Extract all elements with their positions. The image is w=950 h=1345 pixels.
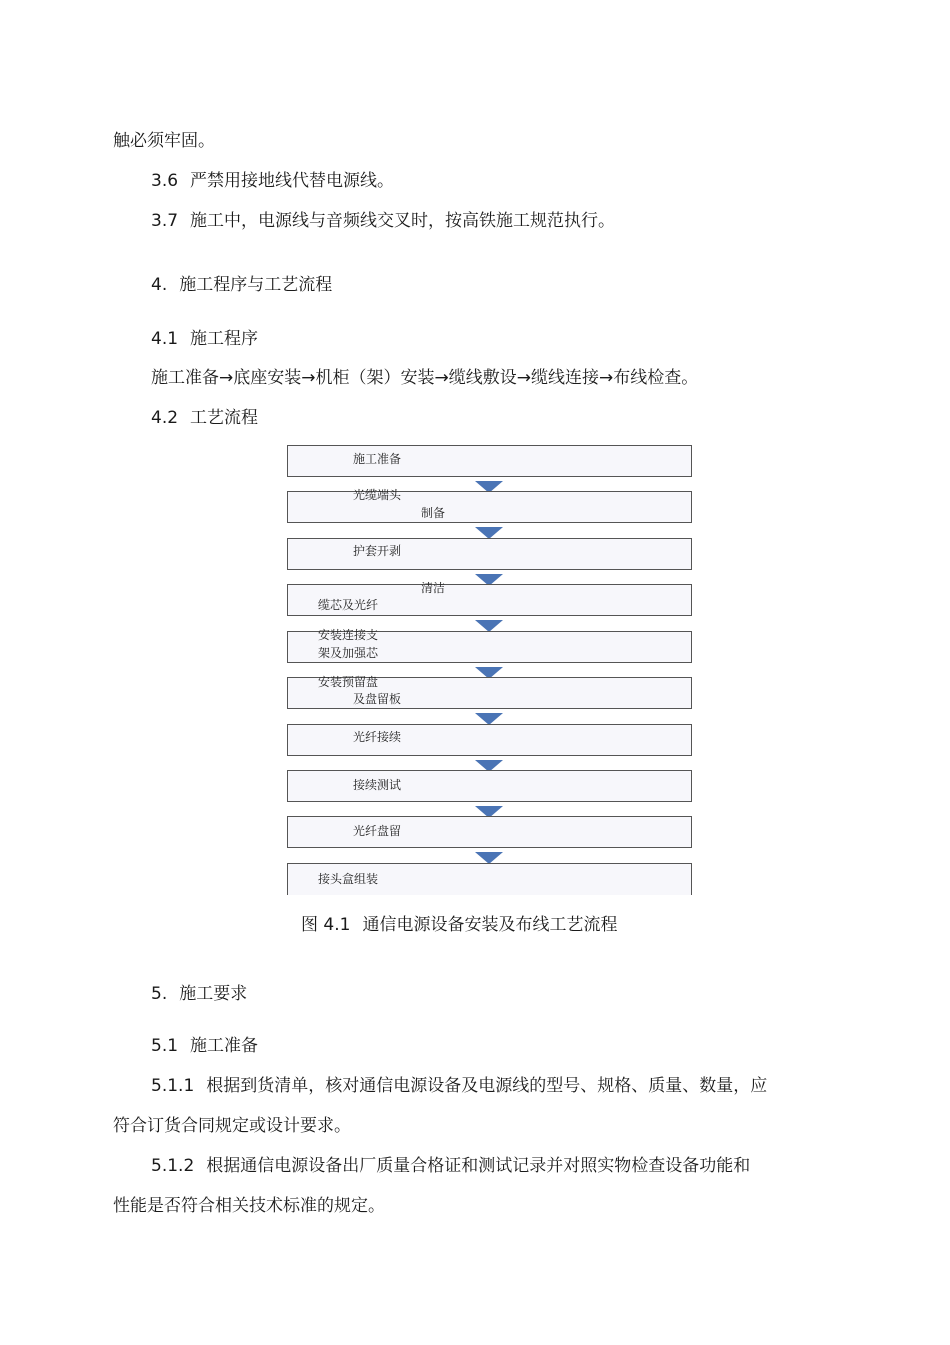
section-text: 根据到货清单，核对通信电源设备及电源线的型号、规格、质量、数量，应 xyxy=(206,1076,768,1096)
figure-number: 图 4.1 xyxy=(301,915,351,935)
heading-4 xyxy=(151,274,332,296)
flow-step-label: 接续测试 xyxy=(353,778,402,792)
heading-text: 工艺流程 xyxy=(190,408,259,428)
flow-step-7 xyxy=(287,724,692,756)
heading-number: 5.1 xyxy=(151,1036,179,1056)
flow-step-label: 制备 xyxy=(421,506,446,520)
flow-step-label: 缆芯及光纤 xyxy=(318,598,379,612)
flow-step-8 xyxy=(287,770,692,802)
heading-number: 4. xyxy=(151,275,168,295)
flow-step-label: 光纤接续 xyxy=(353,730,402,744)
process-flowchart xyxy=(287,443,692,895)
section-number: 3.7 xyxy=(151,211,179,231)
flow-step-4 xyxy=(287,581,692,616)
figure-caption xyxy=(301,914,617,936)
flow-step-label: 架及加强芯 xyxy=(318,646,379,660)
flow-step-label: 及盘留板 xyxy=(353,692,402,706)
section-number: 3.6 xyxy=(151,171,179,191)
flow-step-label: 安装预留盘 xyxy=(318,675,379,689)
flow-step-9 xyxy=(287,816,692,848)
flow-step-1 xyxy=(287,445,692,477)
section-5-1-2 xyxy=(151,1155,750,1177)
heading-number: 4.2 xyxy=(151,408,179,428)
heading-text: 施工要求 xyxy=(179,984,248,1004)
heading-number: 5. xyxy=(151,984,168,1004)
flow-step-2 xyxy=(287,488,692,523)
flow-step-label: 接头盒组装 xyxy=(318,872,379,886)
paragraph-continuation: 触必须牢固。 xyxy=(113,131,215,151)
heading-5 xyxy=(151,983,247,1005)
heading-number: 4.1 xyxy=(151,329,179,349)
section-3-6 xyxy=(151,170,394,192)
flow-step-label: 光纤盘留 xyxy=(353,824,402,838)
flow-step-10 xyxy=(287,863,692,895)
heading-text: 施工准备 xyxy=(190,1036,259,1056)
section-5-1-2-continuation: 性能是否符合相关技术标准的规定。 xyxy=(113,1196,385,1216)
flow-step-label: 护套开剥 xyxy=(353,544,402,558)
section-text: 施工中，电源线与音频线交叉时，按高铁施工规范执行。 xyxy=(190,211,616,231)
flow-step-label: 清洁 xyxy=(421,581,446,595)
flow-step-label: 安装连接支 xyxy=(318,628,379,642)
flow-step-label: 光缆端头 xyxy=(353,488,402,502)
heading-text: 施工程序与工艺流程 xyxy=(179,275,333,295)
section-number: 5.1.2 xyxy=(151,1156,195,1176)
figure-title: 通信电源设备安装及布线工艺流程 xyxy=(362,915,618,935)
flow-step-5 xyxy=(287,628,692,663)
heading-5-1 xyxy=(151,1035,258,1057)
section-5-1-1 xyxy=(151,1075,767,1097)
section-text: 根据通信电源设备出厂质量合格证和测试记录并对照实物检查设备功能和 xyxy=(206,1156,751,1176)
flow-step-3 xyxy=(287,538,692,570)
section-5-1-1-continuation: 符合订货合同规定或设计要求。 xyxy=(113,1116,351,1136)
heading-4-1 xyxy=(151,328,258,350)
flow-step-6 xyxy=(287,677,692,709)
section-number: 5.1.1 xyxy=(151,1076,195,1096)
heading-4-2 xyxy=(151,407,258,429)
procedure-sequence: 施工准备→底座安装→机柜（架）安装→缆线敷设→缆线连接→布线检查。 xyxy=(151,368,699,388)
section-text: 严禁用接地线代替电源线。 xyxy=(190,171,395,191)
flow-step-label: 施工准备 xyxy=(353,452,402,466)
section-3-7 xyxy=(151,210,615,232)
heading-text: 施工程序 xyxy=(190,329,259,349)
